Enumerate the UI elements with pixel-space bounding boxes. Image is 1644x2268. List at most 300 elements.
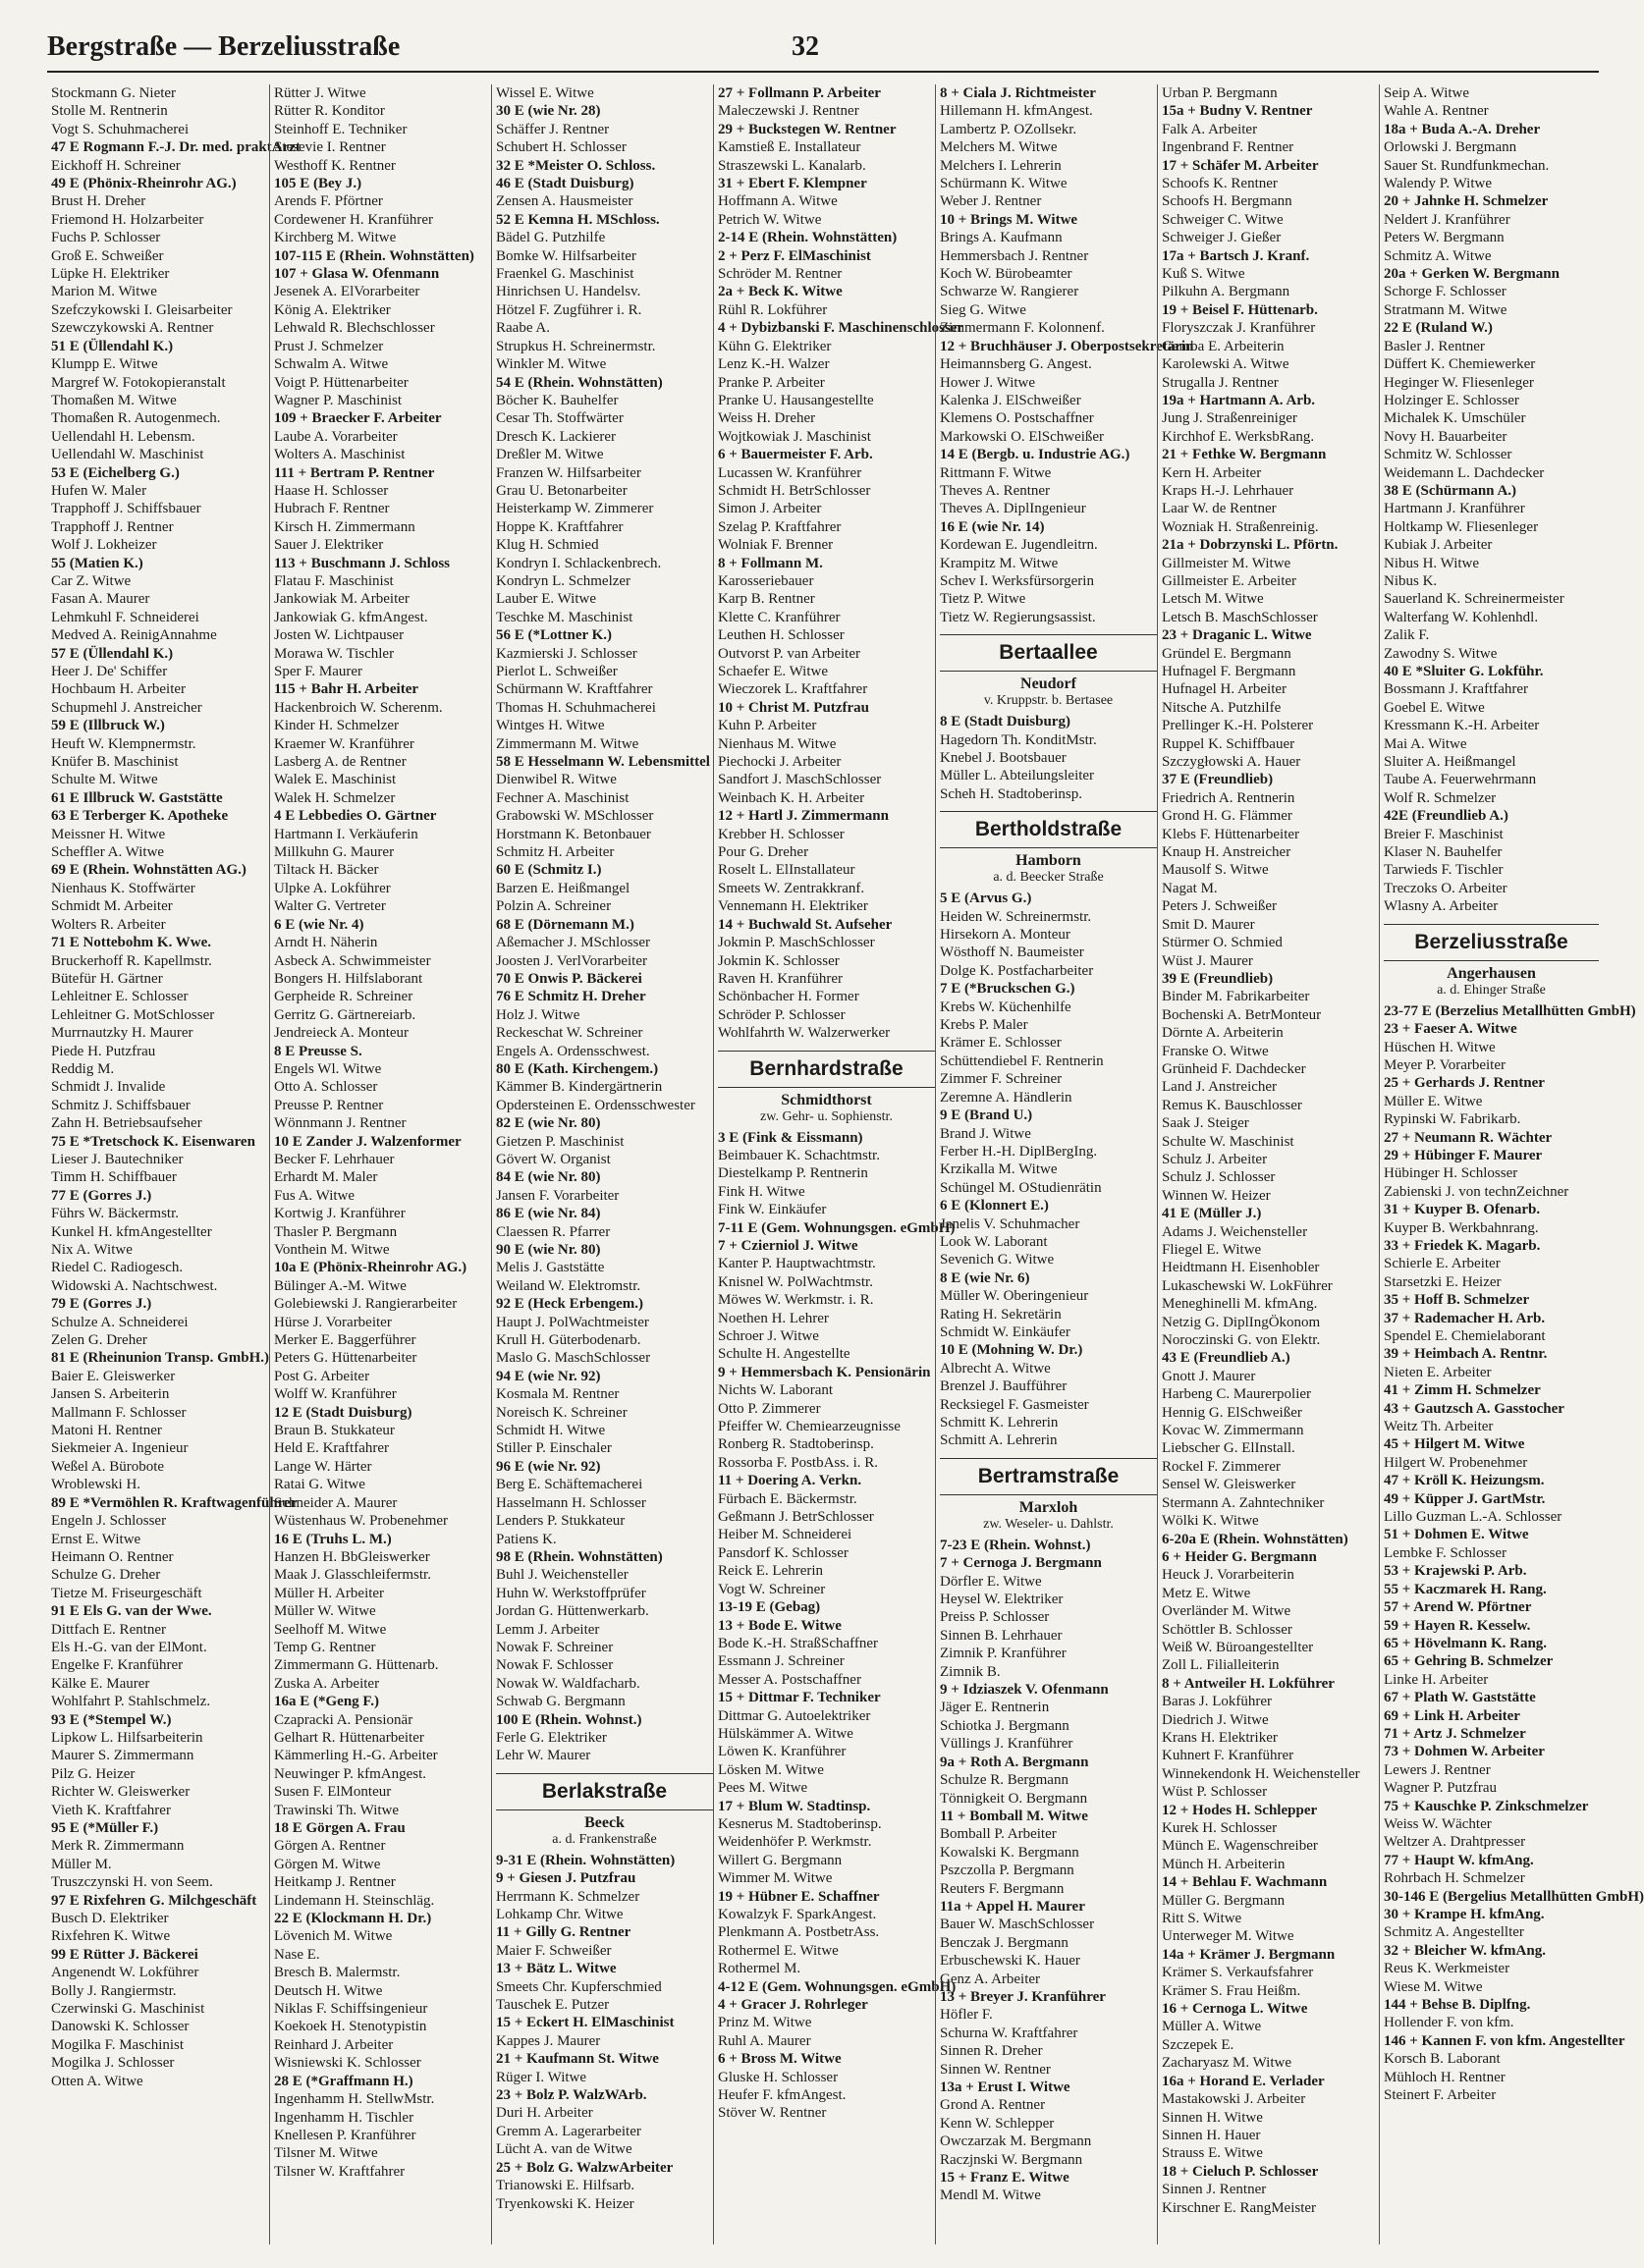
resident-entry: Jankowiak G. kfmAngest. — [274, 609, 428, 625]
resident-entry: Lucassen W. Kranführer — [718, 464, 862, 481]
house-number-entry: 43 E (Freundlieb A.) — [1162, 1350, 1290, 1367]
resident-entry: Holzinger E. Schlosser — [1384, 392, 1519, 408]
house-number-entry: 35 + Hoff B. Schmelzer — [1384, 1292, 1530, 1309]
resident-entry: Heysel W. Elektriker — [940, 1592, 1064, 1608]
resident-entry: Engeln J. Schlosser — [51, 1513, 167, 1530]
resident-entry: Schweiger C. Witwe — [1162, 211, 1284, 228]
street-heading: Bertaallee — [940, 634, 1157, 672]
resident-entry: Scheffler A. Witwe — [51, 844, 165, 861]
resident-entry: Klumpp E. Witwe — [51, 356, 158, 373]
resident-entry: Schröder M. Rentner — [718, 266, 843, 283]
resident-entry: Owczarzak M. Bergmann — [940, 2133, 1092, 2150]
resident-entry: Plenkmann A. PostbetrAss. — [718, 1924, 880, 1941]
resident-entry: Sinnen H. Witwe — [1162, 2109, 1263, 2126]
resident-entry: Zeremne A. Händlerin — [940, 1089, 1072, 1106]
house-number-entry: 113 + Buschmann J. Schloss — [274, 555, 451, 571]
resident-entry: Czapracki A. Pensionär — [274, 1711, 413, 1728]
resident-entry: Klemens O. Postschaffner — [940, 410, 1094, 427]
resident-entry: Uellendahl H. Lebensm. — [51, 428, 195, 445]
resident-entry: Knisnel W. PolWachtmstr. — [718, 1273, 873, 1290]
resident-entry: Car Z. Witwe — [51, 572, 132, 589]
house-number-entry: 25 + Gerhards J. Rentner — [1384, 1075, 1545, 1092]
resident-entry: Kämmer B. Kindergärtnerin — [496, 1079, 663, 1096]
resident-entry: Hackenbroich W. Scherenm. — [274, 699, 443, 716]
resident-entry: Fraenkel G. Maschinist — [496, 266, 634, 283]
resident-entry: Maier F. Schweißer — [496, 1942, 612, 1959]
resident-entry: Szefczykowski I. Gleisarbeiter — [51, 301, 233, 318]
resident-entry: Schorge F. Schlosser — [1384, 284, 1507, 300]
resident-entry: Fechner A. Maschinist — [496, 789, 630, 806]
resident-entry: Linke H. Arbeiter — [1384, 1671, 1489, 1688]
resident-entry: Polzin A. Schreiner — [496, 898, 612, 915]
resident-entry: Nowak F. Schlosser — [496, 1657, 614, 1674]
resident-entry: Weitz Th. Arbeiter — [1384, 1419, 1494, 1435]
resident-entry: Schönbacher H. Former — [718, 989, 859, 1005]
resident-entry: Nitsche A. Putzhilfe — [1162, 699, 1282, 716]
resident-entry: Fink W. Einkäufer — [718, 1202, 827, 1218]
house-number-entry: 13 + Bode E. Witwe — [718, 1617, 842, 1634]
resident-entry: Peters G. Hüttenarbeiter — [274, 1350, 417, 1367]
resident-entry: Münch E. Wagenschreiber — [1162, 1838, 1318, 1855]
resident-entry: Tilsner M. Witwe — [274, 2145, 378, 2162]
house-number-entry: 107-115 E (Rhein. Wohnstätten) — [274, 247, 474, 264]
resident-entry: Lambertz P. OZollsekr. — [940, 121, 1077, 137]
resident-entry: Hübinger H. Schlosser — [1384, 1165, 1518, 1182]
resident-entry: Kuß S. Witwe — [1162, 266, 1245, 283]
resident-entry: Jokmin P. MaschSchlosser — [718, 935, 875, 951]
resident-entry: Preusse P. Rentner — [274, 1097, 384, 1113]
resident-entry: Holz J. Witwe — [496, 1006, 580, 1023]
house-number-entry: 55 + Kaczmarek H. Rang. — [1384, 1581, 1547, 1597]
resident-entry: Temp G. Rentner — [274, 1639, 376, 1655]
house-number-entry: 39 E (Freundlieb) — [1162, 970, 1274, 987]
resident-entry: Sinnen J. Rentner — [1162, 2182, 1267, 2198]
resident-entry: Rothermel E. Witwe — [718, 1942, 839, 1959]
resident-entry: Patiens K. — [496, 1531, 557, 1547]
resident-entry: Walek E. Maschinist — [274, 772, 397, 788]
resident-entry: Görgen A. Rentner — [274, 1838, 386, 1855]
resident-entry: Bomke W. Hilfsarbeiter — [496, 247, 636, 264]
resident-entry: Gnott J. Maurer — [1162, 1368, 1256, 1384]
resident-entry: Becker F. Lehrhauer — [274, 1151, 395, 1167]
resident-entry: Peters J. Schweißer — [1162, 898, 1278, 915]
house-number-entry: 77 + Haupt W. kfmAng. — [1384, 1852, 1534, 1868]
house-number-entry: 29 + Buckstegen W. Rentner — [718, 121, 897, 137]
resident-entry: Baier E. Gleiswerker — [51, 1368, 176, 1384]
house-number-entry: 77 E (Gorres J.) — [51, 1187, 152, 1204]
resident-entry: Hagedorn Th. KonditMstr. — [940, 731, 1097, 748]
resident-entry: Holtkamp W. Fliesenleger — [1384, 518, 1539, 535]
resident-entry: Rohrbach H. Schmelzer — [1384, 1870, 1525, 1887]
house-number-entry: 4-12 E (Gem. Wohnungsgen. eGmbH) — [718, 1978, 957, 1995]
resident-entry: Mastakowski J. Arbeiter — [1162, 2091, 1306, 2108]
resident-entry: Trapphoff J. Rentner — [51, 518, 174, 535]
house-number-entry: 90 E (wie Nr. 80) — [496, 1242, 601, 1258]
resident-entry: Wölki K. Witwe — [1162, 1513, 1259, 1530]
resident-entry: Kordewan E. Jugendleitrn. — [940, 537, 1098, 554]
resident-entry: Rossorba F. PostbAss. i. R. — [718, 1454, 879, 1471]
resident-entry: Vüllings J. Kranführer — [940, 1736, 1073, 1753]
house-number-entry: 17 + Schäfer M. Arbeiter — [1162, 157, 1319, 174]
resident-entry: Steinhoff E. Techniker — [274, 121, 408, 137]
resident-entry: Führs W. Bäckermstr. — [51, 1206, 179, 1222]
resident-entry: Knaup H. Anstreicher — [1162, 844, 1291, 861]
resident-entry: Hüschen H. Witwe — [1384, 1039, 1496, 1055]
house-number-entry: 29 + Hübinger F. Maurer — [1384, 1147, 1543, 1163]
resident-entry: Kühn G. Elektriker — [718, 338, 832, 354]
resident-entry: Messer A. Postschaffner — [718, 1671, 861, 1688]
resident-entry: Cordewener H. Kranführer — [274, 211, 434, 228]
resident-entry: Taube A. Feuerwehrmann — [1384, 772, 1537, 788]
resident-entry: Kressmann K.-H. Arbeiter — [1384, 718, 1540, 734]
resident-entry: Dreßler M. Witwe — [496, 447, 604, 463]
resident-entry: Rothermel M. — [718, 1961, 801, 1977]
resident-entry: Schwab G. Bergmann — [496, 1694, 626, 1710]
resident-entry: Höfler F. — [940, 2007, 993, 2024]
resident-entry: Sinnen H. Hauer — [1162, 2127, 1261, 2143]
resident-entry: Riedel C. Radiogesch. — [51, 1260, 184, 1276]
house-number-entry: 9-31 E (Rhein. Wohnstätten) — [496, 1852, 676, 1868]
resident-entry: Willert G. Bergmann — [718, 1852, 843, 1868]
resident-entry: Schulz J. Arbeiter — [1162, 1151, 1268, 1167]
resident-entry: Pansdorf K. Schlosser — [718, 1544, 849, 1561]
resident-entry: Reuters F. Bergmann — [940, 1880, 1065, 1897]
house-number-entry: 8 + Ciala J. Richtmeister — [940, 85, 1096, 101]
house-number-entry: 10 E Zander J. Walzenformer — [274, 1133, 462, 1150]
resident-entry: Kowalski K. Bergmann — [940, 1844, 1079, 1861]
resident-entry: Müller W. Oberingenieur — [940, 1288, 1089, 1305]
resident-entry: Tarwieds F. Tischler — [1384, 862, 1504, 879]
resident-entry: Wolters A. Maschinist — [274, 447, 406, 463]
resident-entry: Hufnagel H. Arbeiter — [1162, 681, 1288, 698]
house-number-entry: 14a + Krämer J. Bergmann — [1162, 1946, 1336, 1963]
resident-entry: Basler J. Rentner — [1384, 338, 1485, 354]
house-number-entry: 65 + Gehring B. Schmelzer — [1384, 1653, 1554, 1670]
resident-entry: Krebs W. Küchenhilfe — [940, 999, 1071, 1015]
resident-entry: Lövenich M. Witwe — [274, 1928, 393, 1945]
resident-entry: Rütter J. Witwe — [274, 85, 366, 101]
resident-entry: Krämer E. Schlosser — [940, 1035, 1062, 1052]
resident-entry: Wolters R. Arbeiter — [51, 916, 166, 933]
resident-entry: Nowak F. Schreiner — [496, 1639, 614, 1655]
resident-entry: Smeets Chr. Kupferschmied — [496, 1978, 662, 1995]
house-number-entry: 32 + Bleicher W. kfmAng. — [1384, 1942, 1546, 1959]
resident-entry: Pees M. Witwe — [718, 1780, 808, 1797]
resident-entry: Grau U. Betonarbeiter — [496, 482, 628, 499]
resident-entry: Erbuschewski K. Hauer — [940, 1953, 1080, 1970]
resident-entry: Zalik F. — [1384, 627, 1430, 644]
resident-entry: Kesnerus M. Stadtoberinsp. — [718, 1815, 882, 1832]
house-number-entry: 76 E Schmitz H. Dreher — [496, 989, 646, 1005]
house-number-entry: 21 + Kaufmann St. Witwe — [496, 2051, 659, 2068]
resident-entry: Zabienski J. von technZeichner — [1384, 1183, 1569, 1200]
resident-entry: Rypinski W. Fabrikarb. — [1384, 1111, 1521, 1128]
resident-entry: Wönnmann J. Rentner — [274, 1115, 407, 1132]
house-number-entry: 27 + Follmann P. Arbeiter — [718, 85, 881, 101]
resident-entry: Schmitt K. Lehrerin — [940, 1415, 1059, 1431]
house-number-entry: 99 E Rütter J. Bäckerei — [51, 1946, 198, 1963]
resident-entry: Schmidt M. Arbeiter — [51, 898, 173, 915]
resident-entry: Knüfer B. Maschinist — [51, 754, 179, 771]
resident-entry: Wolniak F. Brenner — [718, 537, 834, 554]
house-number-entry: 23 + Bolz P. WalzWArb. — [496, 2087, 647, 2104]
resident-entry: Sauerland K. Schreinermeister — [1384, 591, 1564, 608]
street-location-note: a. d. Frankenstraße — [552, 1831, 657, 1847]
house-number-entry: 54 E (Rhein. Wohnstätten) — [496, 374, 663, 391]
resident-entry: Hilgert W. Probenehmer — [1384, 1454, 1528, 1471]
house-number-entry: 37 E (Freundlieb) — [1162, 772, 1274, 788]
resident-entry: Schneider A. Maurer — [274, 1494, 398, 1511]
resident-entry: Bütefür H. Gärtner — [51, 970, 163, 987]
resident-entry: Claessen R. Pfarrer — [496, 1223, 611, 1240]
resident-entry: Gemba E. Arbeiterin — [1162, 338, 1285, 354]
resident-entry: Schwarze W. Rangierer — [940, 284, 1079, 300]
resident-entry: Böcher K. Bauhelfer — [496, 392, 619, 408]
resident-entry: Rockel F. Zimmerer — [1162, 1458, 1281, 1475]
house-number-entry: 16a E (*Geng F.) — [274, 1694, 379, 1710]
resident-entry: Sluiter A. Heißmangel — [1384, 754, 1516, 771]
resident-entry: Outvorst P. van Arbeiter — [718, 645, 860, 662]
resident-entry: Kinder H. Schmelzer — [274, 718, 400, 734]
resident-entry: Kuhn P. Arbeiter — [718, 718, 817, 734]
house-number-entry: 58 E Hesselmann W. Lebensmittel — [496, 754, 710, 771]
resident-entry: Knellesen P. Kranführer — [274, 2127, 416, 2143]
resident-entry: Heimann O. Rentner — [51, 1548, 174, 1565]
resident-entry: Müller A. Witwe — [1162, 2019, 1262, 2035]
resident-entry: Starsetzki E. Heizer — [1384, 1273, 1502, 1290]
resident-entry: Schmitt A. Lehrerin — [940, 1432, 1058, 1449]
resident-entry: Wiese M. Witwe — [1384, 1978, 1483, 1995]
resident-entry: Görgen M. Witwe — [274, 1856, 381, 1872]
resident-entry: Noreisch K. Schreiner — [496, 1404, 628, 1421]
resident-entry: Marion M. Witwe — [51, 284, 157, 300]
house-number-entry: 38 E (Schürmann A.) — [1384, 482, 1517, 499]
resident-entry: Kern H. Arbeiter — [1162, 464, 1262, 481]
resident-entry: Müller E. Witwe — [1384, 1093, 1483, 1109]
resident-entry: Reckeschat W. Schreiner — [496, 1025, 643, 1042]
resident-entry: Czerwinski G. Maschinist — [51, 2001, 205, 2018]
resident-entry: Steinert F. Arbeiter — [1384, 2087, 1497, 2104]
resident-entry: Münch H. Arbeiterin — [1162, 1856, 1286, 1872]
house-number-entry: 9 + Hemmersbach K. Pensionärin — [718, 1364, 931, 1380]
house-number-entry: 11 + Bomball M. Witwe — [940, 1808, 1088, 1824]
resident-entry: Kirsch H. Zimmermann — [274, 518, 415, 535]
resident-entry: Spendel E. Chemielaborant — [1384, 1328, 1546, 1344]
resident-entry: Ruppel K. Schiffbauer — [1162, 735, 1295, 752]
resident-entry: Held E. Kraftfahrer — [274, 1440, 390, 1457]
resident-entry: Schüngel M. OStudienrätin — [940, 1179, 1102, 1196]
resident-entry: Wintges H. Witwe — [496, 718, 605, 734]
house-number-entry: 22 E (Klockmann H. Dr.) — [274, 1911, 432, 1927]
resident-entry: Opdersteinen E. Ordensschwester — [496, 1097, 695, 1113]
resident-entry: Schroer J. Witwe — [718, 1328, 819, 1344]
resident-entry: Bongers H. Hilfslaborant — [274, 970, 423, 987]
house-number-entry: 93 E (*Stempel W.) — [51, 1711, 172, 1728]
resident-entry: Haase H. Schlosser — [274, 482, 389, 499]
resident-entry: Urban P. Bergmann — [1162, 85, 1278, 101]
house-number-entry: 10a E (Phönix-Rheinrohr AG.) — [274, 1260, 467, 1276]
resident-entry: Wahle A. Rentner — [1384, 103, 1489, 120]
resident-entry: Schürmann K. Witwe — [940, 176, 1068, 192]
resident-entry: Weinbach K. H. Arbeiter — [718, 789, 865, 806]
resident-entry: Lösken M. Witwe — [718, 1761, 824, 1778]
resident-entry: Dörfler E. Witwe — [940, 1573, 1042, 1590]
resident-entry: Merk R. Zimmermann — [51, 1838, 185, 1855]
resident-entry: Danowski K. Schlosser — [51, 2019, 190, 2035]
resident-entry: Josten W. Lichtpauser — [274, 627, 405, 644]
resident-entry: Karp B. Rentner — [718, 591, 815, 608]
resident-entry: Friedrich A. Rentnerin — [1162, 789, 1295, 806]
resident-entry: Engelke F. Kranführer — [51, 1657, 184, 1674]
resident-entry: Adams J. Weichensteller — [1162, 1223, 1308, 1240]
resident-entry: Melchers M. Witwe — [940, 139, 1058, 156]
resident-entry: Kortwig J. Kranführer — [274, 1206, 406, 1222]
resident-entry: Janelis V. Schuhmacher — [940, 1215, 1080, 1232]
resident-entry: Preiss P. Schlosser — [940, 1609, 1050, 1626]
resident-entry: Lehleitner G. MotSchlosser — [51, 1006, 215, 1023]
resident-entry: Fus A. Witwe — [274, 1187, 356, 1204]
resident-entry: Sevenich G. Witwe — [940, 1252, 1055, 1269]
resident-entry: Kondryn I. Schlackenbrech. — [496, 555, 662, 571]
resident-entry: Schmitz J. Schiffsbauer — [51, 1097, 191, 1113]
resident-entry: Dörnte A. Arbeiterin — [1162, 1025, 1284, 1042]
resident-entry: Schmitz A. Witwe — [1384, 247, 1492, 264]
resident-entry: Bode K.-H. StraßSchaffner — [718, 1635, 879, 1651]
resident-entry: Sensel W. Gleiswerker — [1162, 1477, 1296, 1493]
resident-entry: Kämmerling H.-G. Arbeiter — [274, 1748, 438, 1764]
resident-entry: Kirschner E. RangMeister — [1162, 2199, 1317, 2216]
street-heading: Bernhardstraße — [718, 1051, 935, 1088]
resident-entry: Lewers J. Rentner — [1384, 1761, 1491, 1778]
house-number-entry: 23-77 E (Berzelius Metallhütten GmbH) — [1384, 1002, 1636, 1019]
resident-entry: Gründel E. Bergmann — [1162, 645, 1291, 662]
house-number-entry: 92 E (Heck Erbengem.) — [496, 1296, 643, 1313]
resident-entry: Kenn W. Schlepper — [940, 2115, 1055, 2132]
resident-entry: Hartmann I. Verkäuferin — [274, 826, 418, 842]
resident-entry: Hemmersbach J. Rentner — [940, 247, 1089, 264]
resident-entry: Engels Wl. Witwe — [274, 1060, 382, 1077]
house-number-entry: 8 E Preusse S. — [274, 1043, 362, 1059]
resident-entry: Bauer W. MaschSchlosser — [940, 1917, 1095, 1933]
resident-entry: Lauber E. Witwe — [496, 591, 596, 608]
resident-entry: Schäffer J. Rentner — [496, 121, 610, 137]
resident-entry: Bädel G. Putzhilfe — [496, 230, 606, 246]
resident-entry: Kälke E. Maurer — [51, 1675, 150, 1692]
resident-entry: Bochenski A. BetrMonteur — [1162, 1006, 1322, 1023]
resident-entry: Wieczorek L. Kraftfahrer — [718, 681, 868, 698]
resident-entry: Knebel J. Bootsbauer — [940, 750, 1067, 766]
resident-entry: Recksiegel F. Gasmeister — [940, 1396, 1089, 1413]
street-heading: Berzeliusstraße — [1384, 924, 1599, 961]
resident-entry: Sauer St. Rundfunkmechan. — [1384, 157, 1550, 174]
resident-entry: Hülskämmer A. Witwe — [718, 1725, 853, 1742]
resident-entry: Noethen H. Lehrer — [718, 1310, 829, 1326]
house-number-entry: 2 + Perz F. ElMaschinist — [718, 247, 871, 264]
street-range-title: Bergstraße — Berzeliusstraße — [47, 31, 401, 62]
resident-entry: Diedrich J. Witwe — [1162, 1711, 1269, 1728]
page-number: 32 — [792, 31, 819, 62]
resident-entry: Rating H. Sekretärin — [940, 1306, 1062, 1323]
house-number-entry: 6 E (wie Nr. 4) — [274, 916, 364, 933]
house-number-entry: 22 E (Ruland W.) — [1384, 320, 1493, 337]
house-number-entry: 49 + Küpper J. GartMstr. — [1384, 1490, 1546, 1507]
resident-entry: Walek H. Schmelzer — [274, 789, 396, 806]
house-number-entry: 2a + Beck K. Witwe — [718, 284, 843, 300]
resident-entry: Weiss W. Wächter — [1384, 1815, 1492, 1832]
house-number-entry: 47 + Kröll K. Heizungsm. — [1384, 1473, 1545, 1489]
resident-entry: Weiss H. Dreher — [718, 410, 816, 427]
house-number-entry: 21 + Fethke W. Bergmann — [1162, 447, 1327, 463]
resident-entry: Friemond H. Holzarbeiter — [51, 211, 204, 228]
house-number-entry: 3 E (Fink & Eissmann) — [718, 1129, 863, 1146]
resident-entry: Franske O. Witwe — [1162, 1043, 1269, 1059]
resident-entry: Ingenhamm H. StellwMstr. — [274, 2091, 435, 2108]
resident-entry: Bossmann J. Kraftfahrer — [1384, 681, 1529, 698]
house-number-entry: 84 E (wie Nr. 80) — [496, 1169, 601, 1186]
resident-entry: Schierle E. Arbeiter — [1384, 1256, 1501, 1272]
resident-entry: Schoofs K. Rentner — [1162, 176, 1278, 192]
resident-entry: Weßel A. Bürobote — [51, 1458, 165, 1475]
house-number-entry: 17a + Bartsch J. Kranf. — [1162, 247, 1310, 264]
resident-entry: Essmann J. Schreiner — [718, 1653, 845, 1670]
house-number-entry: 12 + Hartl J. Zimmermann — [718, 808, 889, 825]
resident-entry: Klebs F. Hüttenarbeiter — [1162, 826, 1300, 842]
house-number-entry: 7 + Cernoga J. Bergmann — [940, 1555, 1102, 1572]
resident-entry: Sinnen R. Dreher — [940, 2043, 1043, 2060]
resident-entry: Zelen G. Dreher — [51, 1332, 147, 1349]
resident-entry: Düffert K. Chemiewerker — [1384, 356, 1536, 373]
resident-entry: Asbeck A. Schwimmeister — [274, 952, 431, 969]
house-number-entry: 43 + Gautzsch A. Gasstocher — [1384, 1400, 1564, 1417]
resident-entry: Lukaschewski W. LokFührer — [1162, 1277, 1333, 1294]
resident-entry: Tietz P. Witwe — [940, 591, 1026, 608]
resident-entry: Brings A. Kaufmann — [940, 230, 1063, 246]
resident-entry: Straszewski L. Kanalarb. — [718, 157, 866, 174]
resident-entry: Müller M. — [51, 1856, 112, 1872]
resident-entry: Schmidt H. Witwe — [496, 1423, 606, 1439]
resident-entry: Mausolf S. Witwe — [1162, 862, 1269, 879]
house-number-entry: 73 + Dohmen W. Arbeiter — [1384, 1744, 1545, 1760]
resident-entry: Maleczewski J. Rentner — [718, 103, 859, 120]
resident-entry: Otto A. Schlosser — [274, 1079, 378, 1096]
resident-entry: Baras J. Lokführer — [1162, 1694, 1273, 1710]
resident-entry: Stiller P. Einschaler — [496, 1440, 612, 1457]
resident-entry: Grond A. Rentner — [940, 2097, 1046, 2114]
house-number-entry: 47 E Rogmann F.-J. Dr. med. praktArzt — [51, 139, 301, 156]
resident-entry: Ferle G. Elektriker — [496, 1729, 607, 1746]
resident-entry: Lenders P. Stukkateur — [496, 1513, 626, 1530]
house-number-entry: 30 E (wie Nr. 28) — [496, 103, 601, 120]
resident-entry: Uellendahl W. Maschinist — [51, 447, 204, 463]
resident-entry: Szczygłowski A. Hauer — [1162, 754, 1301, 771]
house-number-entry: 32 E *Meister O. Schloss. — [496, 157, 656, 174]
district-name: Schmidthorst — [781, 1091, 872, 1108]
resident-entry: Schulte H. Angestellte — [718, 1346, 850, 1363]
resident-entry: Trianowski E. Hilfsarb. — [496, 2178, 635, 2194]
resident-entry: Tiltack H. Bäcker — [274, 862, 379, 879]
resident-entry: Goebel E. Witwe — [1384, 699, 1485, 716]
house-number-entry: 13 + Breyer J. Kranführer — [940, 1988, 1106, 2005]
resident-entry: Rixfehren K. Witwe — [51, 1928, 171, 1945]
resident-entry: Scheh H. Stadtoberinsp. — [940, 785, 1082, 802]
resident-entry: Schmitz A. Angestellter — [1384, 1924, 1524, 1941]
resident-entry: Reddig M. — [51, 1060, 115, 1077]
resident-entry: Jansen F. Vorarbeiter — [496, 1187, 620, 1204]
resident-entry: Heuck J. Vorarbeiterin — [1162, 1567, 1294, 1584]
resident-entry: Karolewski A. Witwe — [1162, 356, 1289, 373]
house-number-entry: 25 + Bolz G. WalzwArbeiter — [496, 2159, 674, 2176]
resident-entry: Tietze M. Friseurgeschäft — [51, 1585, 202, 1601]
